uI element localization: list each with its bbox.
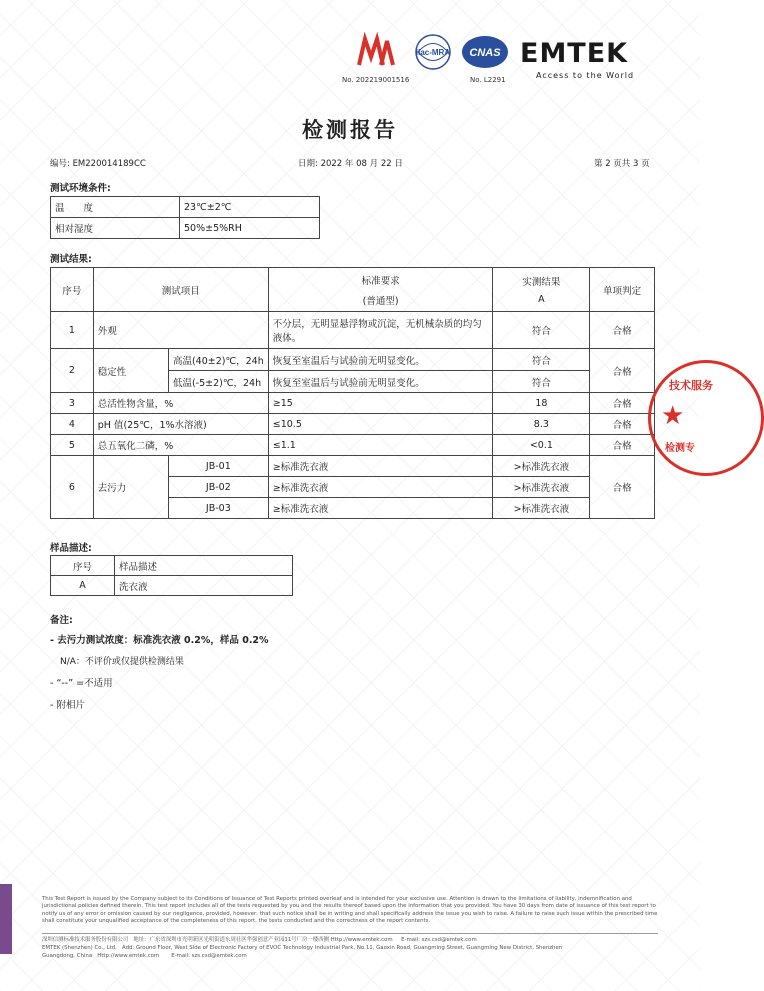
row-requirement: 恢复至室温后与试验前无明显变化。 [268,371,493,393]
header-measured-label: 实测结果 [522,277,561,288]
row-requirement: ≤10.5 [268,414,493,435]
header-item: 测试项目 [93,268,268,312]
note-line: N/A：不评价或仅提供检测结果 [60,657,184,667]
row-subitem: JB-02 [168,477,268,498]
star-icon: ★ [661,401,685,431]
row-result: >标准洗衣液 [493,477,590,498]
row-requirement: ≤1.1 [268,435,493,456]
sample-heading: 样品描述: [50,543,92,554]
header-requirement [268,268,493,312]
row-no: 2 [51,349,94,393]
footer-divider [42,933,658,934]
row-result: <0.1 [493,435,590,456]
row-result: 符合 [493,371,590,393]
row-no: 4 [51,414,94,435]
table-row [51,312,655,349]
emtek-brand-logo: EMTEK [520,38,629,69]
email-link[interactable]: E-mail: szs.csd@emtek.com [171,953,247,959]
row-result: 18 [493,393,590,414]
footer-line-cn [42,937,477,944]
report-number: 编号: EM220014189CC [50,159,146,169]
row-subitem: 低温(-5±2)℃，24h [168,371,268,393]
stamp-text-top: 技术服务 [669,379,713,392]
table-header-row [51,556,293,576]
environment-heading: 测试环境条件: [50,183,111,194]
row-result: 8.3 [493,414,590,435]
row-no: 3 [51,393,94,414]
report-title: 检测报告 [302,118,398,142]
row-subitem: 高温(40±2)℃，24h [168,349,268,371]
stamp-text-bottom: 检测专 [665,443,695,454]
sample-header-no: 序号 [51,556,115,576]
row-requirement: 不分层，无明显悬浮物或沉淀，无机械杂质的均匀液体。 [268,312,493,349]
company-en: EMTEK (Shenzhen) Co., Ltd. [42,945,117,951]
row-requirement: ≥标准洗衣液 [268,477,493,498]
row-subitem: JB-01 [168,456,268,477]
header-measured-sub: A [538,294,545,305]
notes-heading: 备注: [50,615,73,626]
row-result: 符合 [493,312,590,349]
brand-tagline: Access to the World [536,71,635,80]
cnas-cert-number: No. L2291 [470,76,506,84]
row-result: 符合 [493,349,590,371]
env-label: 温 度 [51,197,180,218]
sample-header-desc: 样品描述 [115,556,293,576]
note-line: - “--” =不适用 [50,678,113,689]
row-verdict: 合格 [590,435,655,456]
row-requirement: ≥15 [268,393,493,414]
official-stamp [648,360,764,476]
row-verdict: 合格 [590,456,655,519]
email-cn: E-mail: szs.csd@emtek.com [401,937,477,943]
address-en: Add: Ground Floor, West Side of Electronic Factory of EVOC Technology Industrial Park, No.11, Gaoxin Road, Guangming Street, Guangming New District, Shenzhen [121,945,563,951]
header-no: 序号 [51,268,94,312]
row-item: pH 值(25℃，1%水溶液) [93,414,268,435]
header-req-sub: (普通型) [362,295,399,307]
country: Guangdong, China [42,953,93,959]
footer-line-en [42,945,658,952]
env-value: 23℃±2℃ [180,197,320,218]
header-verdict: 单项判定 [590,268,655,312]
env-label: 相对湿度 [51,218,180,239]
page-number: 第 2 页共 3 页 [594,159,650,169]
row-result: >标准洗衣液 [493,456,590,477]
footer-disclaimer: This Test Report is issued by the Company subject to its Conditions of Issuance of Test Reports printed overleaf and is intended for your exclusive use. Attention is drawn to the limitations of liability, indemnification and jurisdictional policies defined therein. This test report includes all of the tests requested by you and the results thereof based upon the information that you provided. You have 30 days from date of issuance of this test report to notify us of any error or omission caused by our negligence, provided, however, that such notice shall be in writing and shall specifically address the issue you wish to raise. A failure to raise such issue within the prescribed time shall constitute your unqualified acceptance of the completeness of this report, the tests conducted and the correctness of the report contents. [42,896,658,925]
table-row [51,435,655,456]
row-item: 稳定性 [93,349,168,393]
row-verdict: 合格 [590,349,655,393]
note-line: - 去污力测试浓度：标准洗衣液 0.2%，样品 0.2% [50,635,269,646]
table-row [51,349,655,371]
sample-table [50,555,293,596]
row-no: 6 [51,456,94,519]
table-row [51,393,655,414]
ma-cert-number: No. 202219001516 [342,76,410,84]
report-date: 日期: 2022 年 08 月 22 日 [298,159,403,169]
svg-text:CNAS: CNAS [469,47,501,59]
footer-line-contact [42,953,247,960]
company-cn: 深圳信测标准技术服务股份有限公司 [42,937,129,943]
row-subitem: JB-03 [168,498,268,519]
row-no: 1 [51,312,94,349]
environment-table [50,196,320,239]
row-item: 总活性物含量，% [93,393,268,414]
sample-desc: 洗衣液 [115,576,293,596]
env-value: 50%±5%RH [180,218,320,239]
note-line: - 附相片 [50,700,85,711]
row-verdict: 合格 [590,312,655,349]
website-link[interactable]: Http://www.emtek.com [97,953,160,959]
table-row [51,456,655,477]
results-heading: 测试结果: [50,254,92,265]
row-item: 外观 [93,312,268,349]
table-row [51,218,320,239]
header-req-label: 标准要求 [361,275,400,287]
row-requirement: ≥标准洗衣液 [268,498,493,519]
row-requirement: 恢复至室温后与试验前无明显变化。 [268,349,493,371]
row-item: 去污力 [93,456,168,519]
table-header-row [51,268,655,312]
side-accent-bar [0,884,12,954]
row-verdict: 合格 [590,414,655,435]
ma-logo-icon [357,37,395,67]
table-row [51,414,655,435]
row-verdict: 合格 [590,393,655,414]
cnas-logo-icon [460,33,510,71]
row-result: >标准洗衣液 [493,498,590,519]
sample-no: A [51,576,115,596]
row-requirement: ≥标准洗衣液 [268,456,493,477]
results-table [50,267,655,519]
row-item: 总五氧化二磷，% [93,435,268,456]
row-no: 5 [51,435,94,456]
ilac-mra-logo-icon [410,33,456,71]
svg-text:ilac-MRA: ilac-MRA [415,48,451,57]
table-row [51,576,293,596]
table-row [51,197,320,218]
address-cn: 地址：广东省深圳市光明新区光明街道东周社区华强创意产业园11号厂房一楼西侧 Http://www.emtek.com [133,937,393,943]
header-measured [493,268,590,312]
